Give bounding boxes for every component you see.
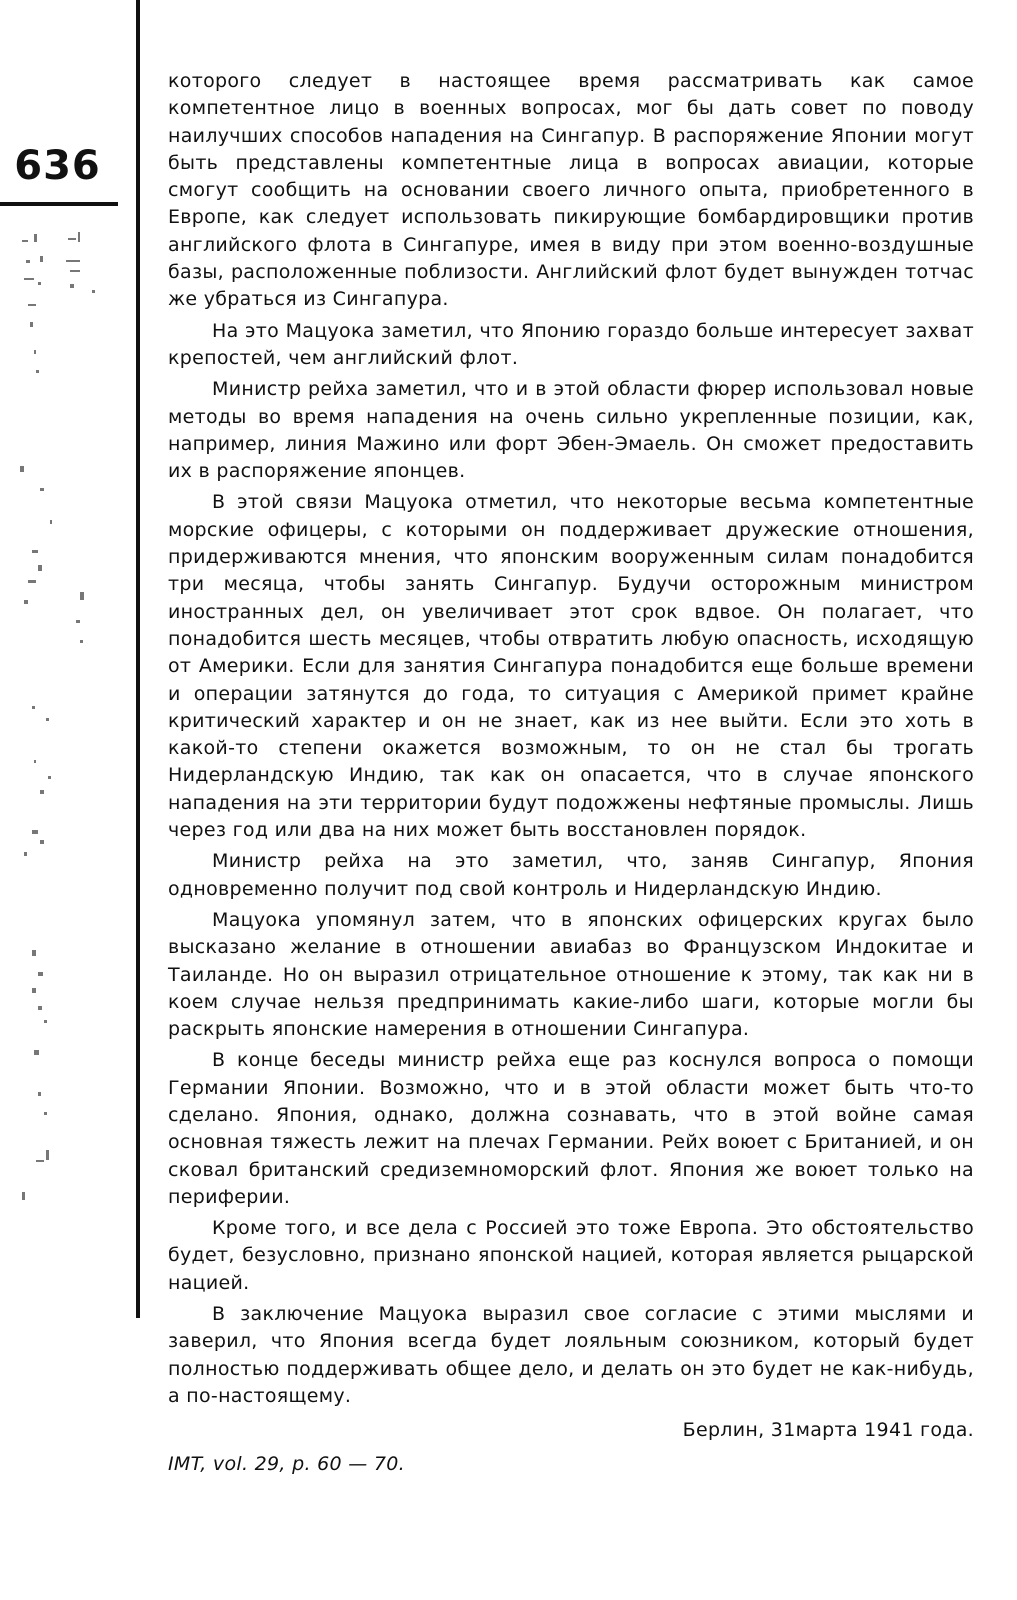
paragraph: Министр рейха заметил, что и в этой области фюрер использовал новые методы во время нападения на очень сильно укрепленные позиции, как, например, линия Мажино или форт Эбен-Эмаель. Он сможет предоставить их в распоряжение японцев. — [168, 378, 974, 483]
paragraph: которого следует в настоящее время рассматривать как самое компетентное лицо в военных вопросах, мог бы дать совет по поводу наилучших способов нападения на Сингапур. В распоряжение Японии могут быть представлены компетентные лица в вопросах авиации, которые смогут сообщить на основании своего личного опыта, приобретенного в Европе, как следует использовать пикирующие бомбардировщики против английского флота в Сингапуре, имея в виду при этом военно-воздушные базы, расположенные поблизости. Английский флот будет вынужден тотчас же убраться из Сингапура. — [168, 70, 974, 311]
paragraph: На это Мацуока заметил, что Японию гораздо больше интересует захват крепостей, чем английский флот. — [168, 319, 974, 369]
source-citation: IMT, vol. 29, p. 60 — 70. — [168, 1453, 406, 1475]
margin-scan-specks — [18, 220, 108, 1220]
margin-rule — [136, 0, 140, 1318]
page-number-rule — [0, 202, 118, 206]
paragraph: В заключение Мацуока выразил свое согласие с этими мыслями и заверил, что Япония всегда будет лояльным союзником, который будет полностью поддерживать общее дело, и делать он это будет не как-нибудь, а по-настоящему. — [168, 1303, 974, 1407]
paragraph: Министр рейха на это заметил, что, заняв Сингапур, Япония одновременно получит под свой контроль и Нидерландскую Индию. — [168, 850, 974, 900]
paragraph: Мацуока упомянул затем, что в японских офицерских кругах было высказано желание в отношении авиабаз во Французском Индокитае и Таиланде. Но он выразил отрицательное отношение к этому, так как ни в коем случае нельзя предпринимать какие-либо шаги, которые могли бы раскрыть японские намерения в отношении Сингапура. — [168, 908, 974, 1041]
paragraph: В конце беседы министр рейха еще раз коснулся вопроса о помощи Германии Японии. Возможно, что и в этой области может быть что-то сделано. Япония, однако, должна сознавать, что в этой войне самая основная тяжесть лежит на плечах Германии. Рейх воюет с Британией, и он сковал британский средиземноморский флот. Япония же воюет только на периферии. — [168, 1049, 974, 1208]
paragraph: В этой связи Мацуока отметил, что некоторые весьма компетентные морские офицеры, с которыми он поддерживает дружеские отношения, придерживаются мнения, что японским вооруженным силам понадобится три месяца, чтобы занять Сингапур. Будучи осторожным министром иностранных дел, он увеличивает этот срок вдвое. Он полагает, что понадобится шесть месяцев, чтобы отвратить любую опасность, исходящую от Америки. Если для занятия Сингапура понадобится еще больше времени и операции затянутся до года, то ситуация с Америкой примет крайне критический характер и он не знает, как из нее выйти. Если это хоть в какой-то степени окажется возможным, то он не стал бы трогать Нидерландскую Индию, так как он опасается, что в случае японского нападения на эти территории будут подожжены нефтяные промыслы. Лишь через год или два на них может быть восстановлен порядок. — [168, 491, 974, 842]
paragraph: Кроме того, и все дела с Россией это тоже Европа. Это обстоятельство будет, безусловно, признано японской нацией, которая является рыцарской нацией. — [168, 1217, 974, 1294]
page-number: 636 — [14, 143, 101, 189]
document-body — [168, 68, 974, 1414]
place-date-signature: Берлин, 31марта 1941 года. — [682, 1419, 974, 1441]
